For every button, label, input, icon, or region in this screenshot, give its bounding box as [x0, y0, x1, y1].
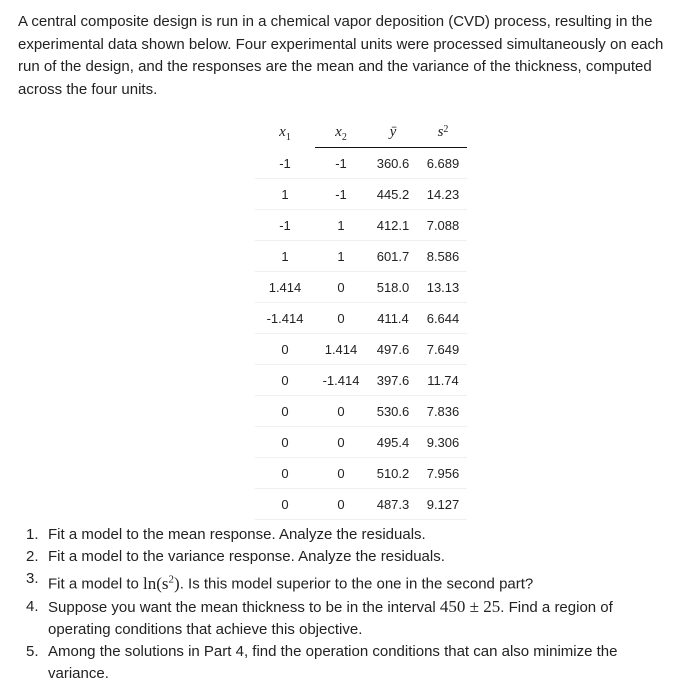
header-x2: x 2 [335, 124, 347, 143]
question-text: Fit a model to the variance response. Analyze the residuals. [48, 548, 445, 565]
cell-x2: 0 [315, 458, 367, 489]
cell-x2: 0 [315, 396, 367, 427]
cell-x2: 0 [315, 427, 367, 458]
cell-x1: 1.414 [255, 272, 315, 303]
cell-y: 412.1 [367, 210, 419, 241]
question-item [26, 596, 666, 641]
question-number: 2. [26, 548, 39, 565]
header-ybar: ȳ [389, 124, 397, 140]
cell-x1: 0 [255, 427, 315, 458]
cell-s2: 7.649 [419, 334, 467, 365]
header-x1: x 1 [279, 124, 291, 143]
cell-x2: -1.414 [315, 365, 367, 396]
cell-x1: 0 [255, 334, 315, 365]
cell-x2: 0 [315, 272, 367, 303]
question-item [26, 524, 666, 546]
cell-x2: 0 [315, 489, 367, 520]
cell-s2: 7.836 [419, 396, 467, 427]
cell-x2: 1 [315, 241, 367, 272]
cell-s2: 6.689 [419, 148, 467, 179]
cell-s2: 7.088 [419, 210, 467, 241]
cell-s2: 9.127 [419, 489, 467, 520]
problem-intro: A central composite design is run in a chemical vapor deposition (CVD) process, resulting in the experimental data shown below. Four experimental units were processed simultaneously on each run of the design, and the responses are the mean and the variance of the thickness, computed across the four units. [18, 13, 664, 98]
question-number: 4. [26, 597, 39, 615]
cell-y: 445.2 [367, 179, 419, 210]
question-item [26, 568, 666, 596]
cell-s2: 7.956 [419, 458, 467, 489]
data-table [255, 115, 467, 520]
question-text-continued: . Is this model superior to the one in the second part? [179, 575, 534, 593]
math-expression: $\ln(s^2)$ [143, 573, 180, 593]
cell-x1: -1 [255, 148, 315, 179]
cell-x1: 0 [255, 458, 315, 489]
cell-x2: -1 [315, 148, 367, 179]
question-number: 3. [26, 570, 39, 587]
cell-y: 495.4 [367, 427, 419, 458]
cell-s2: 11.74 [419, 365, 467, 396]
cell-x2: 0 [315, 303, 367, 334]
cell-x1: -1 [255, 210, 315, 241]
header-s2: s 2 [437, 124, 449, 140]
question-text-continued: . Find a region of operating conditions that achieve this objective. [48, 598, 613, 638]
question-number: 1. [26, 526, 39, 543]
cell-x2: 1 [315, 210, 367, 241]
cell-y: 487.3 [367, 489, 419, 520]
question-item [26, 641, 666, 685]
cell-y: 518.0 [367, 272, 419, 303]
question-text: Fit a model to the mean response. Analyze the residuals. [48, 526, 426, 543]
cell-y: 510.2 [367, 458, 419, 489]
cell-x1: 1 [255, 179, 315, 210]
question-text: Fit a model to [48, 575, 144, 593]
questions-list [26, 524, 666, 685]
cell-y: 360.6 [367, 148, 419, 179]
cell-x1: 1 [255, 241, 315, 272]
cell-y: 497.6 [367, 334, 419, 365]
cell-s2: 14.23 [419, 179, 467, 210]
cell-y: 601.7 [367, 241, 419, 272]
cell-x2: 1.414 [315, 334, 367, 365]
cell-x2: -1 [315, 179, 367, 210]
question-text: Among the solutions in Part 4, find the operation conditions that can also minimize the variance. [48, 642, 618, 682]
math-expression: 450 ± 25 [439, 596, 501, 616]
cell-y: 411.4 [367, 303, 419, 334]
question-text: Suppose you want the mean thickness to be in the interval [48, 598, 440, 616]
cell-x1: 0 [255, 396, 315, 427]
cell-x1: 0 [255, 365, 315, 396]
cell-s2: 6.644 [419, 303, 467, 334]
cell-y: 397.6 [367, 365, 419, 396]
question-item [26, 546, 666, 568]
cell-s2: 9.306 [419, 427, 467, 458]
cell-x1: -1.414 [255, 303, 315, 334]
cell-x1: 0 [255, 489, 315, 520]
cell-s2: 8.586 [419, 241, 467, 272]
question-number: 5. [26, 642, 39, 660]
cell-s2: 13.13 [419, 272, 467, 303]
cell-y: 530.6 [367, 396, 419, 427]
